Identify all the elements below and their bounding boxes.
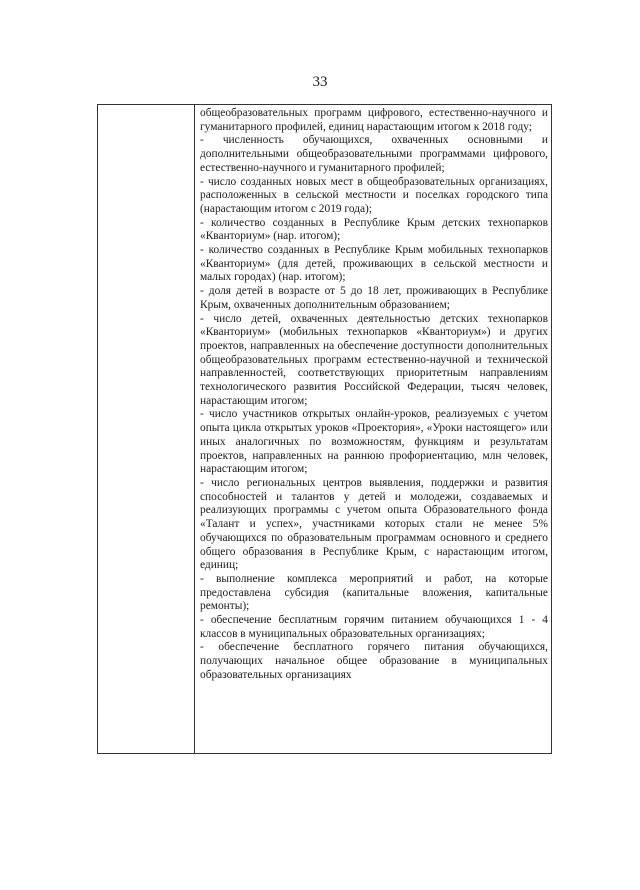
- page-number: 33: [312, 74, 328, 90]
- indicator-item: - доля детей в возрасте от 5 до 18 лет, проживающих в Республике Крым, охваченных дополнительным образованием;: [200, 285, 548, 311]
- indicator-item: - число детей, охваченных деятельностью детских технопарков «Кванториум» (мобильных технопарков «Кванториум») и других проектов, направленных на обеспечение доступности дополнительных общеобразовательных программ естественно-научной и технической направленностей, соответствующих приоритетным направлениям технологического развития Российской Федерации, тысяч человек, нарастающим итогом;: [200, 312, 548, 407]
- indicator-item: - обеспечение бесплатного горячего питания обучающихся, получающих начальное общее образование в муниципальных образовательных организациях: [200, 641, 548, 681]
- indicator-item: общеобразовательных программ цифрового, естественно-научного и гуманитарного профилей, единиц нарастающим итогом к 2018 году;: [200, 107, 548, 133]
- indicator-item: - количество созданных в Республике Крым детских технопарков «Кванториум» (нар. итогом);: [200, 216, 548, 243]
- indicator-item: - число участников открытых онлайн-уроков, реализуемых с учетом опыта цикла открытых уроков «Проектория», «Уроки настоящего» или иных аналогичных по возможностям, функциям и результатам проектов, направленных на раннюю профориентацию, млн человек, нарастающим итогом;: [200, 408, 548, 476]
- indicator-item: - численность обучающихся, охваченных основными и дополнительными общеобразовательными программами цифрового, естественно-научного и гуманитарного профилей;: [200, 134, 548, 174]
- indicator-item: - число созданных новых мест в общеобразовательных организациях, расположенных в сельской местности и поселках городского типа (нарастающим итогом с 2019 года);: [200, 175, 548, 215]
- table-left-cell: [98, 105, 195, 753]
- indicator-item: - количество созданных в Республике Крым мобильных технопарков «Кванториум» (для детей, проживающих в сельской местности и малых городах) (нар. итогом);: [200, 244, 548, 284]
- table-right-cell: [196, 105, 551, 753]
- indicators-table: [97, 104, 552, 754]
- indicator-item: - число региональных центров выявления, поддержки и развития способностей и талантов у детей и молодежи, создаваемых и реализующих программы с учетом опыта Образовательного фонда «Талант и успех», участниками которых стали не менее 5% обучающихся по образовательным программам основного и среднего общего образования в Республике Крым, с нарастающим итогом, единиц;: [200, 476, 548, 572]
- indicator-item: - выполнение комплекса мероприятий и работ, на которые предоставлена субсидия (капитальные вложения, капитальные ремонты);: [200, 572, 548, 613]
- indicator-item: - обеспечение бесплатным горячим питанием обучающихся 1 - 4 классов в муниципальных образовательных организациях;: [200, 614, 548, 640]
